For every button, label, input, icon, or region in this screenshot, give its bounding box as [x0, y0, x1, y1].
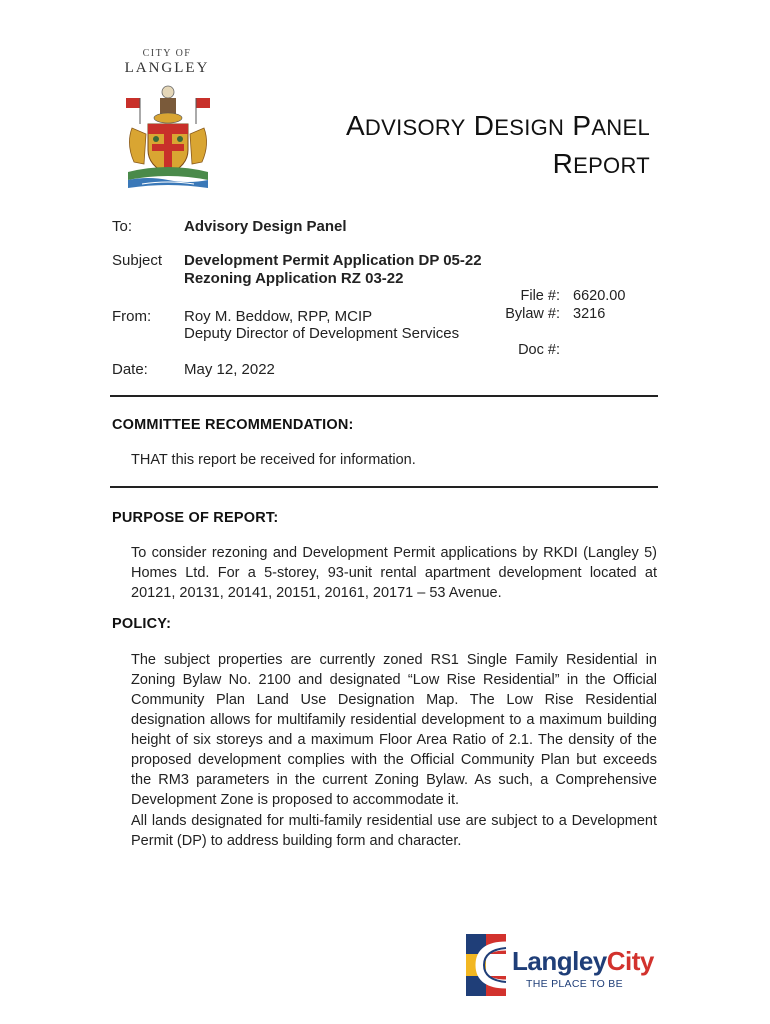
crest-city-of-text: CITY OF — [142, 48, 192, 59]
logo-wordmark-city: City — [606, 946, 654, 976]
date-label: Date: — [112, 361, 148, 378]
subject-line-1: Development Permit Application DP 05-22 — [184, 252, 482, 269]
file-number-value: 6620.00 — [573, 288, 626, 304]
langley-city-mark-icon — [466, 934, 510, 996]
section-divider — [110, 486, 658, 488]
date-value: May 12, 2022 — [184, 361, 275, 378]
langley-city-logo — [466, 934, 656, 996]
bylaw-number-value: 3216 — [573, 306, 606, 322]
report-title-line-1: ADVISORY DESIGN PANEL — [345, 110, 650, 141]
logo-tagline: THE PLACE TO BE — [526, 978, 623, 990]
to-label: To: — [112, 218, 133, 235]
subject-label: Subject — [112, 252, 163, 269]
to-value: Advisory Design Panel — [184, 218, 347, 235]
city-crest — [112, 44, 222, 194]
crest-city-name: LANGLEY — [124, 60, 210, 76]
coat-of-arms-icon — [122, 84, 214, 192]
purpose-heading: PURPOSE OF REPORT: — [112, 510, 279, 526]
committee-recommendation-text: THAT this report be received for information. — [131, 452, 416, 468]
policy-text-1: The subject properties are currently zoned RS1 Single Family Residential in Zoning Bylaw No. 2100 and designated “Low Rise Residential” in the Official Community Plan Land Use Designation Map. The Low Rise Residential designation allows for multifamily residential development to a maximum building height of six storeys and a maximum Floor Area Ratio of 2.1. The density of the proposed development complies with the Official Community Plan but exceeds the RM3 parameters in the current Zoning Bylaw. As such, a Comprehensive Development Zone is proposed to accommodate it. — [131, 652, 657, 808]
doc-number-label: Doc #: — [518, 342, 560, 358]
subject-line-2: Rezoning Application RZ 03-22 — [184, 270, 404, 287]
logo-wordmark-langley: Langley — [512, 946, 607, 976]
committee-recommendation-heading: COMMITTEE RECOMMENDATION: — [112, 417, 354, 433]
purpose-text: To consider rezoning and Development Permit applications by RKDI (Langley 5) Homes Ltd. For a 5-storey, 93-unit rental apartment development located at 20121, 20131, 20141, 20151, 20161, 20171 – 53 Avenue. — [131, 545, 657, 601]
bylaw-number-label: Bylaw #: — [505, 306, 560, 322]
file-number-label: File #: — [520, 288, 560, 304]
from-label: From: — [112, 308, 152, 325]
section-divider — [110, 395, 658, 397]
from-line-1: Roy M. Beddow, RPP, MCIP — [184, 308, 373, 325]
logo-wordmark — [512, 946, 654, 977]
policy-text-2: All lands designated for multi-family residential use are subject to a Development Permit (DP) to address building form and character. — [131, 813, 657, 849]
policy-heading: POLICY: — [112, 616, 172, 632]
report-title-line-2: REPORT — [552, 148, 650, 179]
from-line-2: Deputy Director of Development Services — [184, 325, 460, 342]
